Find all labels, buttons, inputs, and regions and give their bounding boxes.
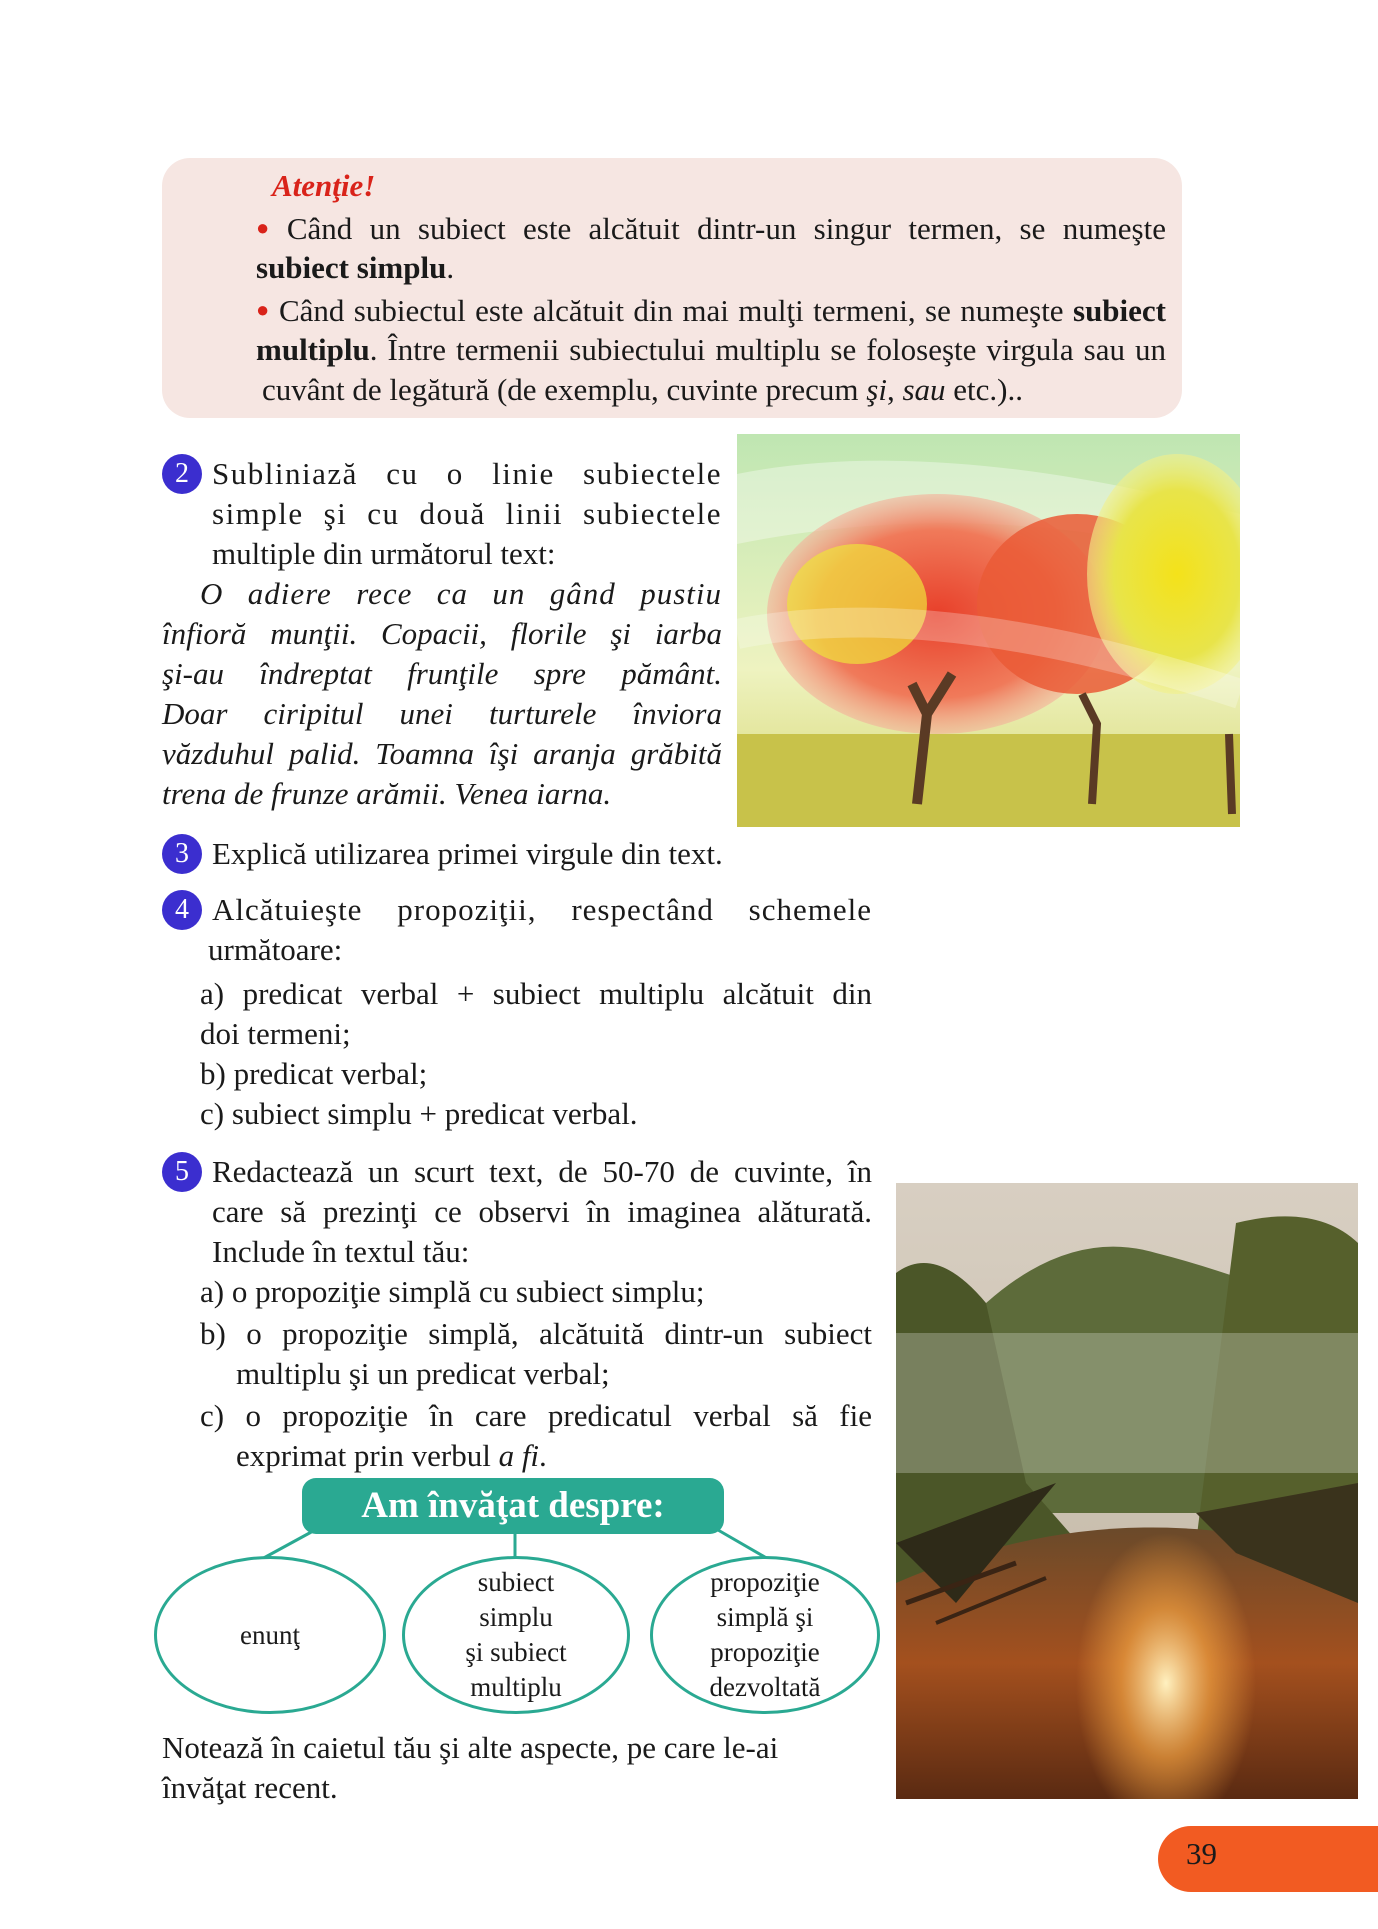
exercise-3-number: 3 bbox=[162, 834, 202, 874]
attention-bullet-2-cont: multiplu. Între termenii subiectului multiplu se foloseşte virgula sau un bbox=[256, 332, 1166, 367]
summary-ellipse-propozitie: propoziţie simplă şi propoziţie dezvoltată bbox=[650, 1556, 880, 1714]
note-line-1: Notează în caietul tău şi alte aspecte, pe care le-ai bbox=[162, 1730, 779, 1765]
ex4-item-b: b) predicat verbal; bbox=[200, 1056, 428, 1091]
ex4-item-a: a) predicat verbal + subiect multiplu alcătuit din bbox=[200, 976, 872, 1011]
ex5-line-2: care să prezinţi ce observi în imaginea alăturată. bbox=[212, 1194, 872, 1229]
summary-ellipse-subiect: subiect simplu şi subiect multiplu bbox=[402, 1556, 630, 1714]
ex4-line-2: următoare: bbox=[208, 932, 343, 967]
attention-bullet-1: ● Când un subiect este alcătuit dintr-un singur termen, se numeşte bbox=[256, 211, 1166, 246]
attention-bullet-2-end: cuvânt de legătură (de exemplu, cuvinte precum şi, sau etc.).. bbox=[262, 372, 1023, 407]
attention-bullet-2: ● Când subiectul este alcătuit din mai mulţi termeni, se numeşte subiect bbox=[256, 293, 1166, 328]
ex2-text-1: O adiere rece ca un gând pustiu bbox=[200, 576, 722, 611]
exercise-4-number: 4 bbox=[162, 890, 202, 930]
attention-bullet-1-cont: subiect simplu. bbox=[256, 250, 455, 285]
ex2-text-6: trena de frunze arămii. Venea iarna. bbox=[162, 776, 612, 811]
bullet-icon: ● bbox=[256, 297, 271, 322]
ex5-item-b: b) o propoziţie simplă, alcătuită dintr-un subiect bbox=[200, 1316, 872, 1351]
ex2-text-4: Doar ciripitul unei turturele înviora bbox=[162, 696, 722, 731]
attention-title: Atenţie! bbox=[272, 168, 376, 203]
summary-title: Am învăţat despre: bbox=[302, 1478, 724, 1534]
ex2-line-2: simple şi cu două linii subiectele bbox=[212, 496, 722, 531]
page-number: 39 bbox=[1186, 1836, 1217, 1871]
ex5-line-3: Include în textul tău: bbox=[212, 1234, 470, 1269]
exercise-5-number: 5 bbox=[162, 1152, 202, 1192]
ex2-text-3: şi-au îndreptat frunţile spre pământ. bbox=[162, 656, 722, 691]
ex4-item-c: c) subiect simplu + predicat verbal. bbox=[200, 1096, 638, 1131]
exercise-2-number: 2 bbox=[162, 454, 202, 494]
ex5-item-b-cont: multiplu şi un predicat verbal; bbox=[236, 1356, 610, 1391]
ex3-text: Explică utilizarea primei virgule din text. bbox=[212, 836, 723, 871]
ex5-line-1: Redactează un scurt text, de 50-70 de cuvinte, în bbox=[212, 1154, 872, 1189]
summary-ellipse-enunt: enunţ bbox=[154, 1556, 386, 1714]
river-forest-image bbox=[896, 1183, 1358, 1799]
note-line-2: învăţat recent. bbox=[162, 1770, 338, 1805]
ex5-item-a: a) o propoziţie simplă cu subiect simplu; bbox=[200, 1274, 705, 1309]
ex2-text-2: înfioră munţii. Copacii, florile şi iarba bbox=[162, 616, 722, 651]
ex5-item-c: c) o propoziţie în care predicatul verbal să fie bbox=[200, 1398, 872, 1433]
bullet-icon: ● bbox=[256, 215, 279, 240]
ex2-line-3: multiple din următorul text: bbox=[212, 536, 556, 571]
ex4-line-1: Alcătuieşte propoziţii, respectând schemele bbox=[212, 892, 872, 927]
ex2-text-5: văzduhul palid. Toamna îşi aranja grăbită bbox=[162, 736, 722, 771]
ex4-item-a-cont: doi termeni; bbox=[200, 1016, 351, 1051]
ex5-item-c-cont: exprimat prin verbul a fi. bbox=[236, 1438, 547, 1473]
autumn-trees-image bbox=[737, 434, 1240, 827]
ex2-line-1: Subliniază cu o linie subiectele bbox=[212, 456, 722, 491]
